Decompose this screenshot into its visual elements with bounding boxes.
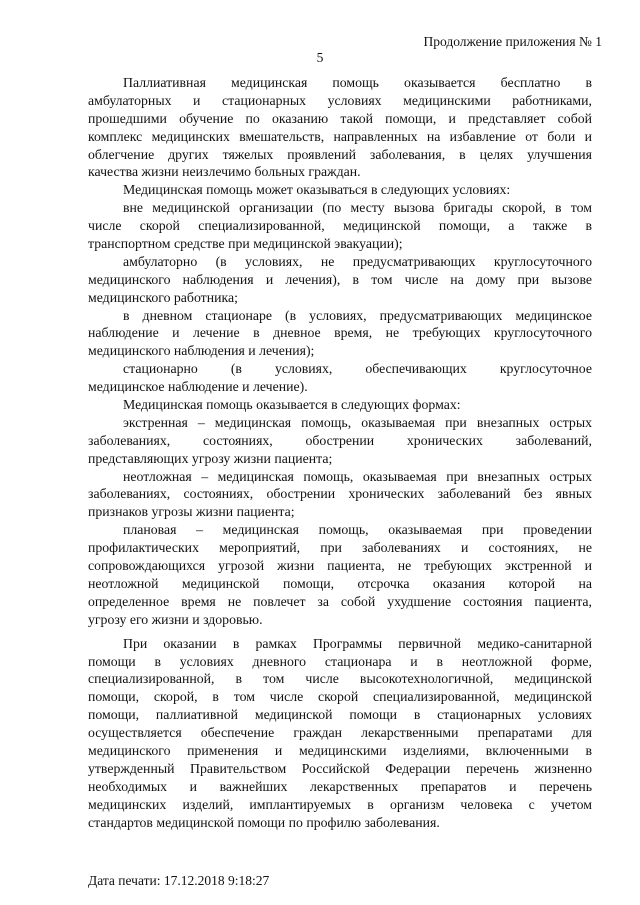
print-date: Дата печати: 17.12.2018 9:18:27 xyxy=(88,873,270,888)
text-line: амбулаторных и стационарных условиях медицинскими работниками, xyxy=(88,92,592,108)
text-line: неотложной медицинской помощи, отсрочка оказания которой на xyxy=(88,575,592,591)
text-line: представляющих угрозу жизни пациента; xyxy=(88,450,333,466)
text-line: амбулаторно (в условиях, не предусматривающих круглосуточного xyxy=(123,253,592,269)
text-line: профилактических мероприятий, при заболеваниях и состояниях, не xyxy=(88,540,592,556)
text-line: стандартов медицинской помощи по профилю заболевания. xyxy=(88,814,440,830)
text-line: При оказании в рамках Программы первичной медико-санитарной xyxy=(123,635,592,651)
text-line: медицинское наблюдение и лечение). xyxy=(88,379,308,395)
text-line: наблюдение и лечение в дневное время, не требующих круглосуточного xyxy=(88,325,592,341)
text-line: комплекс медицинских вмешательств, направленных на избавление от боли и xyxy=(88,128,592,144)
text-line: вне медицинской организации (по месту вызова бригады скорой, в том xyxy=(123,200,592,216)
page-number: 5 xyxy=(316,50,324,65)
text-line: Паллиативная медицинская помощь оказывается бесплатно в xyxy=(123,75,592,90)
text-line: необходимых и важнейших лекарственных препаратов и перечень xyxy=(88,778,592,794)
text-line: Медицинская помощь может оказываться в следующих условиях: xyxy=(123,182,511,198)
text-line: Медицинская помощь оказывается в следующих формах: xyxy=(123,397,461,413)
text-line: помощи в условиях дневного стационара и в неотложной форме, xyxy=(88,653,592,669)
text-line: медицинского наблюдения и лечения), в том числе на дому при вызове xyxy=(88,271,592,287)
text-line: плановая – медицинская помощь, оказываемая при проведении xyxy=(123,522,592,538)
text-line: стационарно (в условиях, обеспечивающих круглосуточное xyxy=(123,361,592,377)
text-line: прошедшими обучение по оказанию такой помощи, и представляет собой xyxy=(88,110,592,126)
text-line: экстренная – медицинская помощь, оказываемая при внезапных острых xyxy=(123,414,592,430)
text-line: облегчение других тяжелых проявлений заболевания, в целях улучшения xyxy=(88,146,592,162)
text-line: в дневном стационаре (в условиях, предусматривающих медицинское xyxy=(123,307,592,323)
text-line: медицинского работника; xyxy=(88,289,238,305)
text-line: транспортном средстве при медицинской эвакуации); xyxy=(88,236,403,252)
text-line: заболеваниях, состояниях, обострении хронических заболеваний, xyxy=(88,432,592,448)
text-line: угрозу его жизни и здоровью. xyxy=(88,611,263,627)
text-line: специализированной, в том числе высокотехнологичной, медицинской xyxy=(88,671,592,687)
text-line: заболеваниях, состояниях, обострении хронических заболеваний без явных xyxy=(88,486,592,502)
text-line: признаков угрозы жизни пациента; xyxy=(88,504,295,520)
text-line: помощи, паллиативной медицинской помощи в стационарных условиях xyxy=(88,707,592,723)
text-line: числе скорой специализированной, медицинской помощи, а также в xyxy=(88,218,592,234)
text-line: сопровождающихся угрозой жизни пациента, не требующих экстренной и xyxy=(88,558,592,574)
text-line: определенное время не повлечет за собой ухудшение состояния пациента, xyxy=(88,593,592,609)
text-line: качества жизни неизлечимо больных граждан. xyxy=(88,164,361,180)
text-line: медицинского применения и медицинскими изделиями, включенными в xyxy=(88,742,592,758)
text-line: осуществляется обеспечение граждан лекарственными препаратами для xyxy=(88,725,592,741)
text-line: медицинского наблюдения и лечения); xyxy=(88,343,315,359)
text-line: неотложная – медицинская помощь, оказываемая при внезапных острых xyxy=(123,468,592,484)
text-line: утвержденный Правительством Российской Федерации перечень жизненно xyxy=(88,760,592,776)
text-line: помощи, скорой, в том числе скорой специализированной, медицинской xyxy=(88,689,592,705)
appendix-continuation-header: Продолжение приложения № 1 xyxy=(423,34,602,49)
text-line: медицинских изделий, имплантируемых в организм человека с учетом xyxy=(88,796,592,812)
document-body xyxy=(88,74,592,831)
